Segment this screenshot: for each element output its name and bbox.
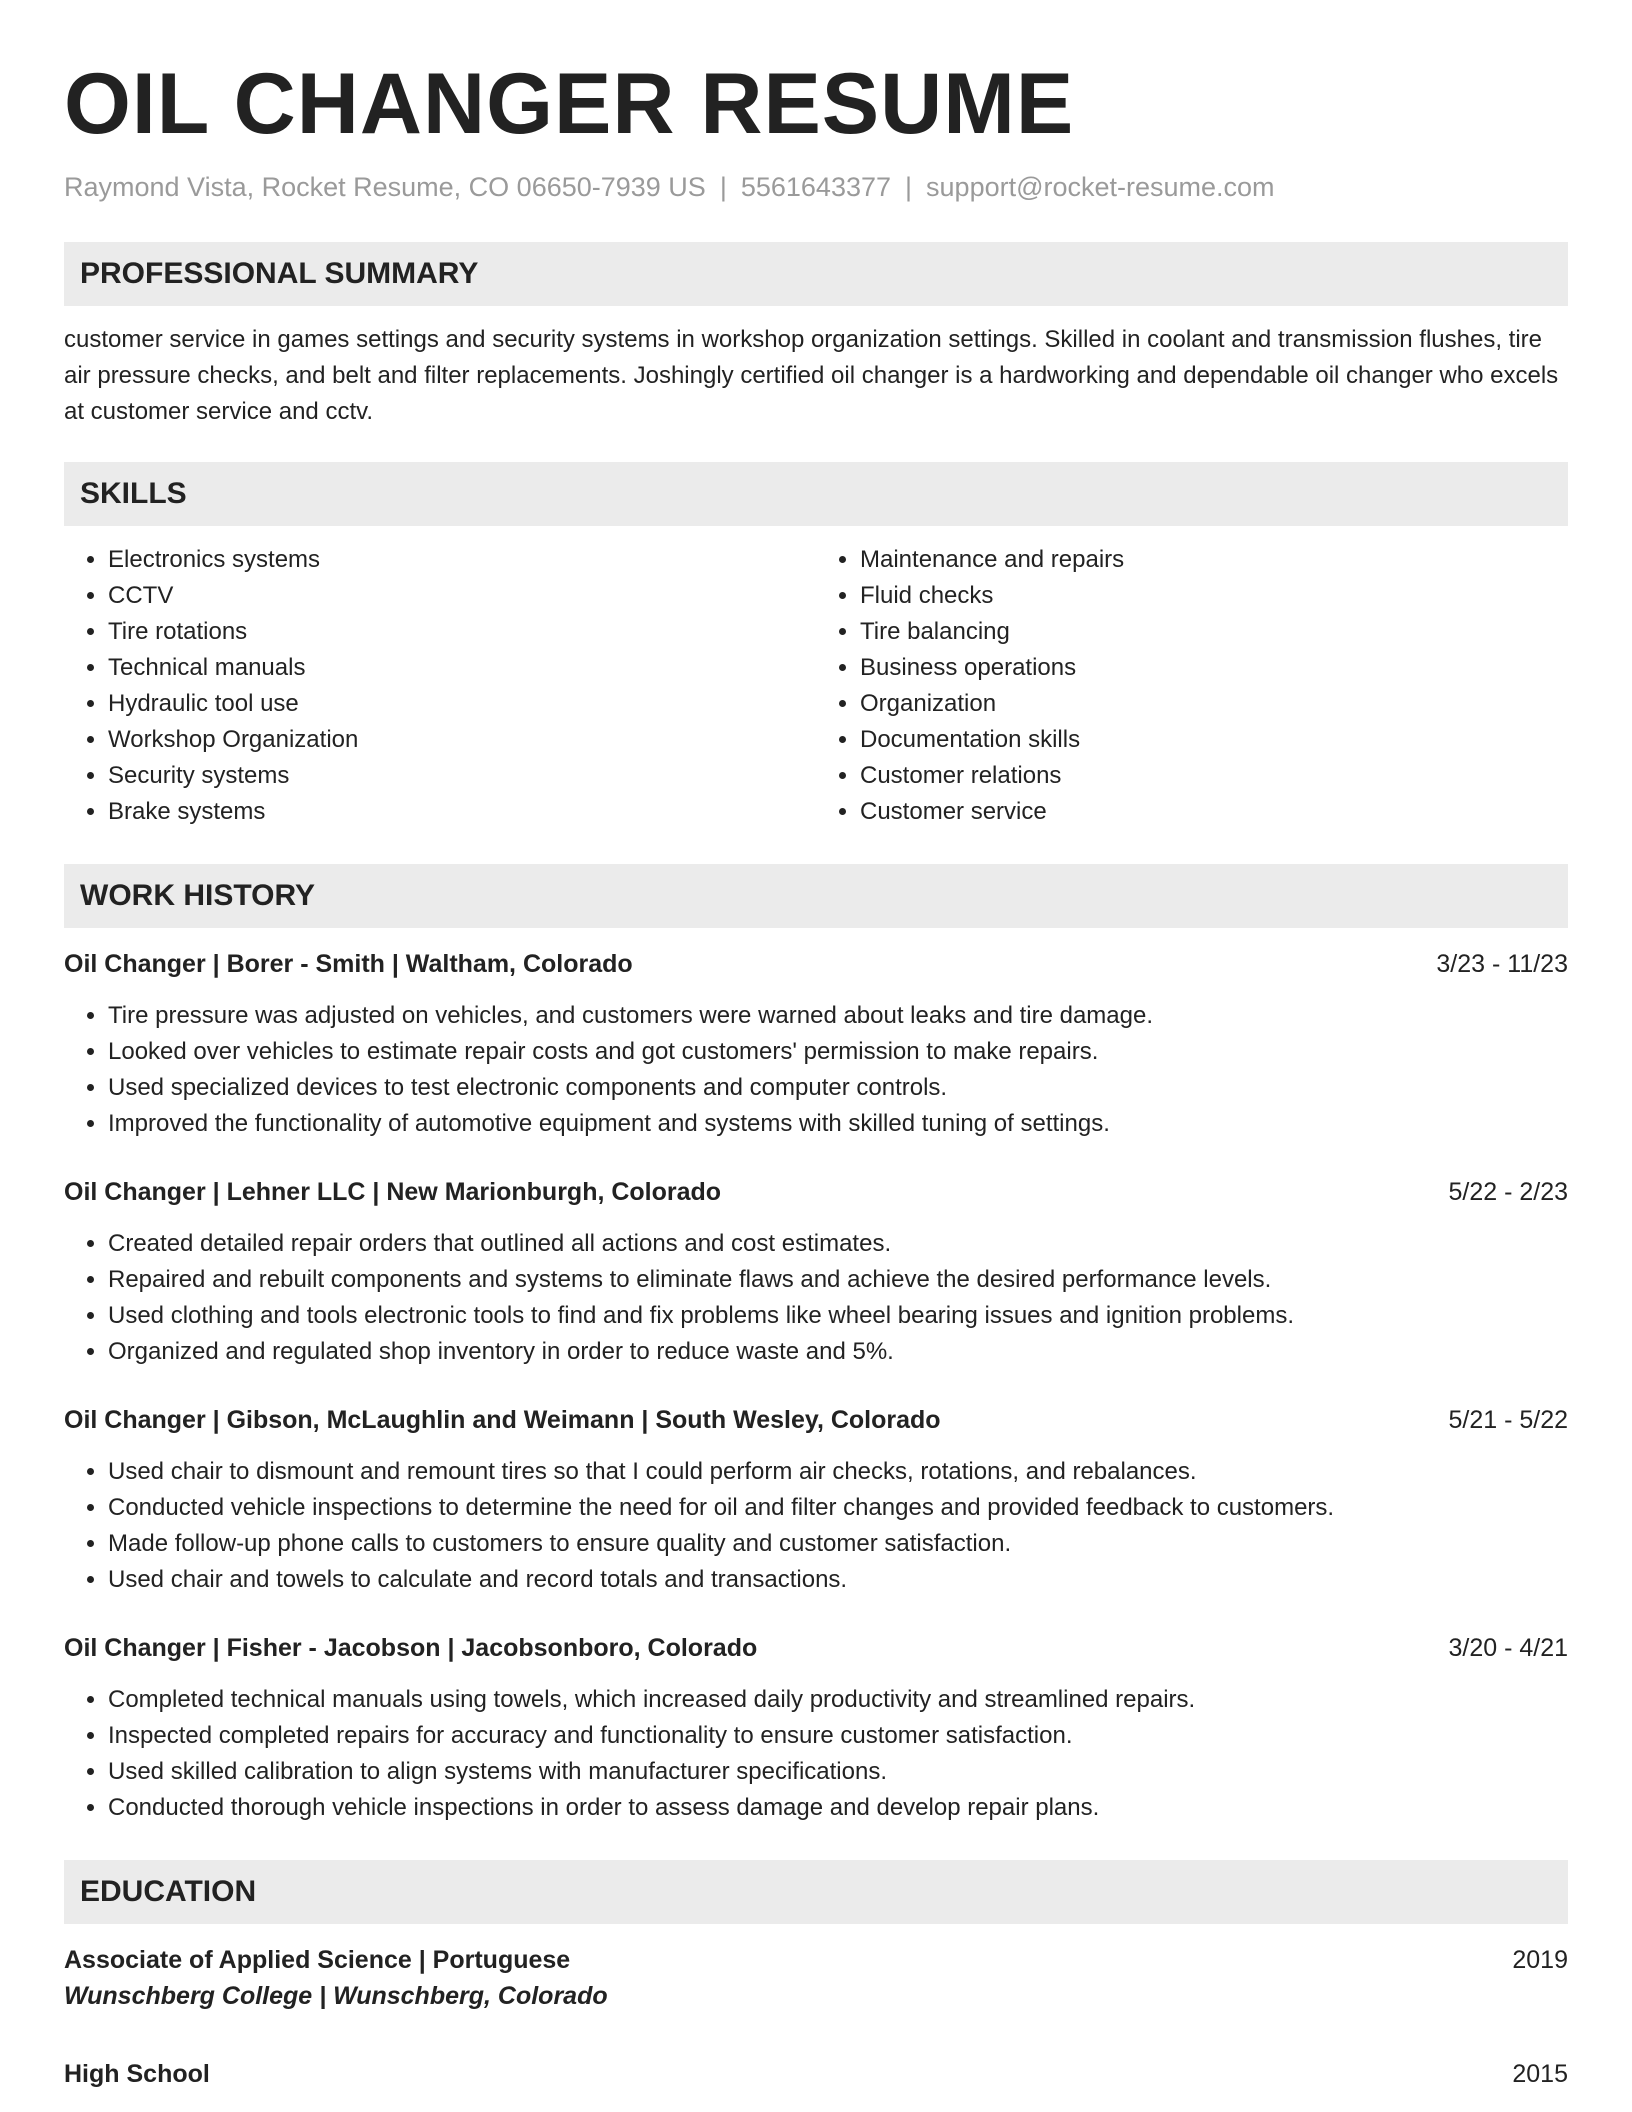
contact-separator: | [905,172,913,202]
skill-item: • Organization [860,686,1568,722]
education-year: 2019 [1512,1946,1568,1974]
skill-item: • Workshop Organization [108,722,816,758]
resume-title: OIL CHANGER RESUME [64,56,1075,152]
job-header [64,946,1568,982]
job-bullets [64,1454,1568,1598]
skill-item: • CCTV [108,578,816,614]
summary-text: customer service in games settings and security systems in workshop organization settings. Skilled in coolant and transmission flushes, tire air pressure checks, and belt and filter replacements. Joshingly certified oil changer is a hardworking and dependable oil changer who excels at customer service and cctv. [64,326,1559,425]
job-bullet: • Used chair and towels to calculate and record totals and transactions. [108,1562,1568,1598]
job-title: Oil Changer | Lehner LLC | New Marionburgh, Colorado [64,1178,722,1206]
job-bullet: • Organized and regulated shop inventory in order to reduce waste and 5%. [108,1334,1568,1370]
education-header [64,2056,1568,2092]
job-bullets [64,1682,1568,1826]
education-entry [64,2056,1568,2092]
skill-item: • Electronics systems [108,542,816,578]
summary-heading: PROFESSIONAL SUMMARY [64,242,1568,306]
contact-email[interactable]: support@rocket-resume.com [926,172,1275,202]
skills-list [64,542,1568,830]
job-bullets [64,998,1568,1142]
education-degree: Associate of Applied Science | Portuguese [64,1946,571,1974]
work-history-heading: WORK HISTORY [64,864,1568,928]
skill-item: • Maintenance and repairs [860,542,1568,578]
job-entry [64,1174,1568,1370]
skill-item: • Brake systems [108,794,816,830]
education-entry [64,1942,1568,2014]
skills-column-right [816,542,1568,830]
job-header [64,1630,1568,1666]
contact-separator: | [719,172,727,202]
job-bullet: • Made follow-up phone calls to customers to ensure quality and customer satisfaction. [108,1526,1568,1562]
skill-item: • Technical manuals [108,650,816,686]
job-bullet: • Inspected completed repairs for accuracy and functionality to ensure customer satisfaction. [108,1718,1568,1754]
job-dates: 5/22 - 2/23 [1448,1178,1568,1206]
job-bullet: • Conducted thorough vehicle inspections in order to assess damage and develop repair plans. [108,1790,1568,1826]
contact-line [64,170,1568,204]
skill-item: • Business operations [860,650,1568,686]
job-bullet: • Conducted vehicle inspections to determine the need for oil and filter changes and provided feedback to customers. [108,1490,1568,1526]
skill-item: • Tire balancing [860,614,1568,650]
job-dates: 5/21 - 5/22 [1448,1406,1568,1434]
skill-item: • Customer relations [860,758,1568,794]
job-header [64,1174,1568,1210]
job-bullet: • Created detailed repair orders that outlined all actions and cost estimates. [108,1226,1568,1262]
skill-item: • Documentation skills [860,722,1568,758]
job-title: Oil Changer | Borer - Smith | Waltham, Colorado [64,950,633,978]
job-header [64,1402,1568,1438]
job-bullet: • Tire pressure was adjusted on vehicles, and customers were warned about leaks and tire damage. [108,998,1568,1034]
skill-item: • Security systems [108,758,816,794]
skill-item: • Fluid checks [860,578,1568,614]
job-bullet: • Used clothing and tools electronic tools to find and fix problems like wheel bearing issues and ignition problems. [108,1298,1568,1334]
job-bullet: • Looked over vehicles to estimate repair costs and got customers' permission to make repairs. [108,1034,1568,1070]
job-bullet: • Repaired and rebuilt components and systems to eliminate flaws and achieve the desired performance levels. [108,1262,1568,1298]
job-entry [64,1630,1568,1826]
skill-item: • Hydraulic tool use [108,686,816,722]
job-title: Oil Changer | Fisher - Jacobson | Jacobsonboro, Colorado [64,1634,758,1662]
job-bullet: • Completed technical manuals using towels, which increased daily productivity and streamlined repairs. [108,1682,1568,1718]
job-bullet: • Used specialized devices to test electronic components and computer controls. [108,1070,1568,1106]
job-dates: 3/20 - 4/21 [1448,1634,1568,1662]
job-bullets [64,1226,1568,1370]
skills-column-left [64,542,816,830]
job-entry [64,1402,1568,1598]
contact-phone: 5561643377 [740,172,892,202]
skill-item: • Tire rotations [108,614,816,650]
education-year: 2015 [1512,2060,1568,2088]
job-bullet: • Improved the functionality of automotive equipment and systems with skilled tuning of settings. [108,1106,1568,1142]
contact-address: Raymond Vista, Rocket Resume, CO 06650-7939 US [64,172,706,202]
education-degree: High School [64,2060,210,2088]
skills-heading: SKILLS [64,462,1568,526]
job-title: Oil Changer | Gibson, McLaughlin and Weimann | South Wesley, Colorado [64,1406,941,1434]
education-header [64,1942,1568,1978]
job-bullet: • Used skilled calibration to align systems with manufacturer specifications. [108,1754,1568,1790]
education-school: Wunschberg College | Wunschberg, Colorado [64,1982,608,2010]
skill-item: • Customer service [860,794,1568,830]
education-heading: EDUCATION [64,1860,1568,1924]
job-entry [64,946,1568,1142]
job-dates: 3/23 - 11/23 [1436,950,1568,978]
job-bullet: • Used chair to dismount and remount tires so that I could perform air checks, rotations, and rebalances. [108,1454,1568,1490]
